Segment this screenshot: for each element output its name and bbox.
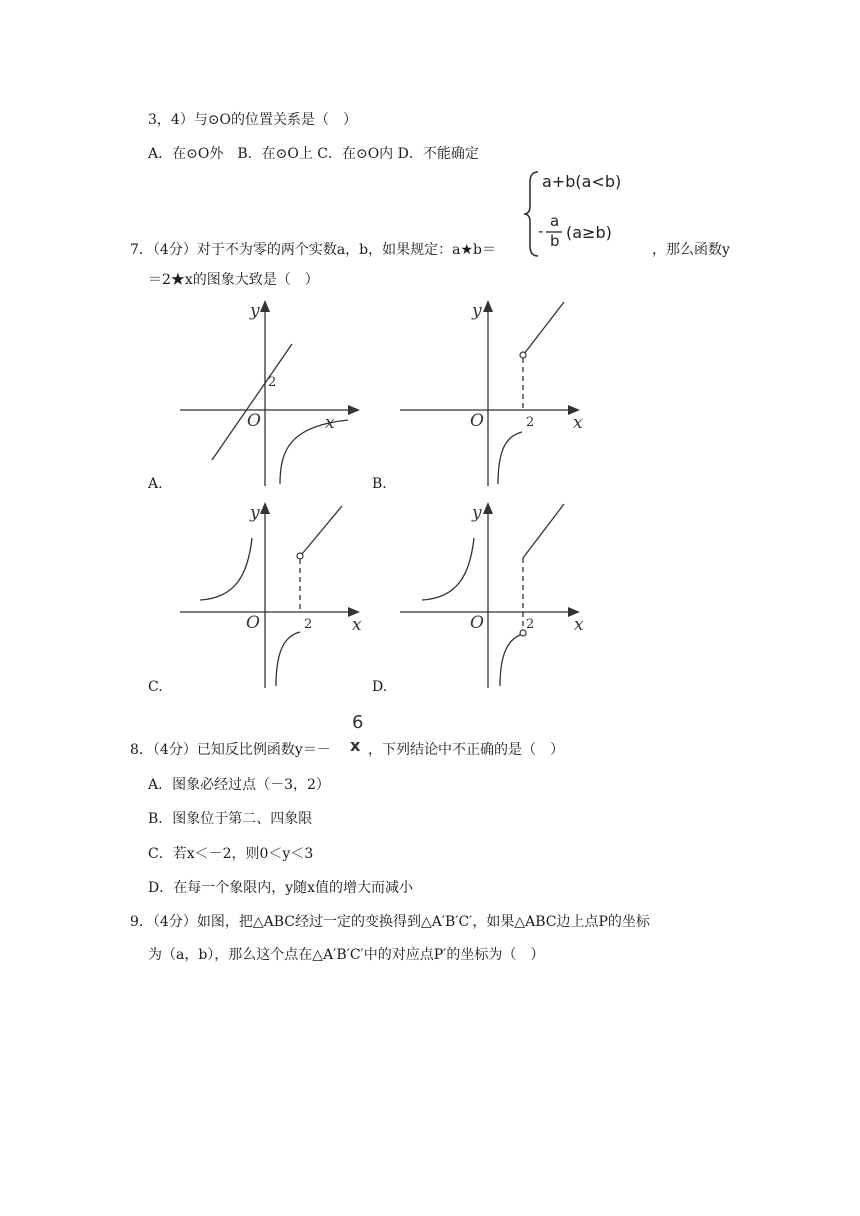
graph-c-option: C. bbox=[148, 679, 163, 695]
q9-line2: 为（a，b），那么这个点在△A′B′C′中的对应点P′的坐标为（ ） bbox=[148, 947, 545, 963]
graph-c-x-label: x bbox=[352, 615, 362, 635]
q7-line2: ＝2★x的图象大致是（ ） bbox=[148, 272, 319, 288]
formula-case-2-denominator: b bbox=[550, 232, 560, 250]
graph-d-origin: O bbox=[470, 613, 484, 633]
graph-c-tick: 2 bbox=[304, 617, 313, 632]
q8-fraction-denominator: x bbox=[350, 736, 361, 755]
graph-b-x-label: x bbox=[573, 413, 583, 433]
graph-c bbox=[180, 502, 370, 692]
graph-a-origin: O bbox=[247, 411, 261, 431]
q8-option-a: A．图象必经过点（－3，2） bbox=[148, 777, 330, 793]
graph-c-y-label: y bbox=[250, 503, 260, 523]
q8-option-b: B．图象位于第二、四象限 bbox=[148, 811, 313, 827]
graph-d-tick: 2 bbox=[526, 617, 535, 632]
graph-b-option: B. bbox=[372, 476, 387, 492]
graph-b bbox=[400, 300, 590, 490]
q8-fraction-numerator: 6 bbox=[352, 712, 364, 733]
graph-a bbox=[180, 300, 360, 490]
q7-piecewise-formula bbox=[524, 168, 654, 260]
graph-a-tick: 2 bbox=[268, 375, 277, 390]
graph-a-x-label: x bbox=[325, 413, 335, 433]
formula-case-1: a+b(a<b) bbox=[542, 172, 622, 191]
formula-neg-sign: - bbox=[538, 222, 544, 240]
graph-c-origin: O bbox=[246, 613, 260, 633]
graph-a-y-label: y bbox=[250, 301, 260, 321]
q6-stem: 3，4）与⊙O的位置关系是（ ） bbox=[148, 112, 358, 128]
graph-d bbox=[400, 502, 590, 692]
q8-fraction bbox=[350, 712, 370, 762]
q7-prefix: 7．（4分）对于不为零的两个实数a，b，如果规定：a★b＝ bbox=[130, 242, 496, 258]
q7-suffix: ，那么函数y bbox=[652, 242, 730, 258]
formula-case-2-numerator: a bbox=[550, 212, 560, 230]
graph-d-y-label: y bbox=[472, 503, 482, 523]
q6-options: A．在⊙O外 B．在⊙O上 C．在⊙O内 D．不能确定 bbox=[148, 146, 479, 162]
q8-option-c: C．若x＜－2，则0＜y＜3 bbox=[148, 846, 314, 862]
graph-d-option: D. bbox=[372, 679, 388, 695]
q8-stem-end: ，下列结论中不正确的是（ ） bbox=[368, 742, 564, 758]
graph-a-option: A. bbox=[148, 476, 163, 492]
graph-b-tick: 2 bbox=[526, 415, 535, 430]
q9-line1: 9．（4分）如图，把△ABC经过一定的变换得到△A′B′C′，如果△ABC边上点P的坐标 bbox=[130, 914, 650, 930]
graph-b-y-label: y bbox=[472, 301, 482, 321]
graph-b-origin: O bbox=[470, 411, 484, 431]
q8-option-d: D．在每一个象限内，y随x值的增大而减小 bbox=[148, 880, 414, 896]
graph-d-x-label: x bbox=[574, 615, 584, 635]
q8-stem: 8．（4分）已知反比例函数y＝－ bbox=[130, 742, 331, 758]
formula-case-2-condition: (a≥b) bbox=[566, 223, 612, 242]
